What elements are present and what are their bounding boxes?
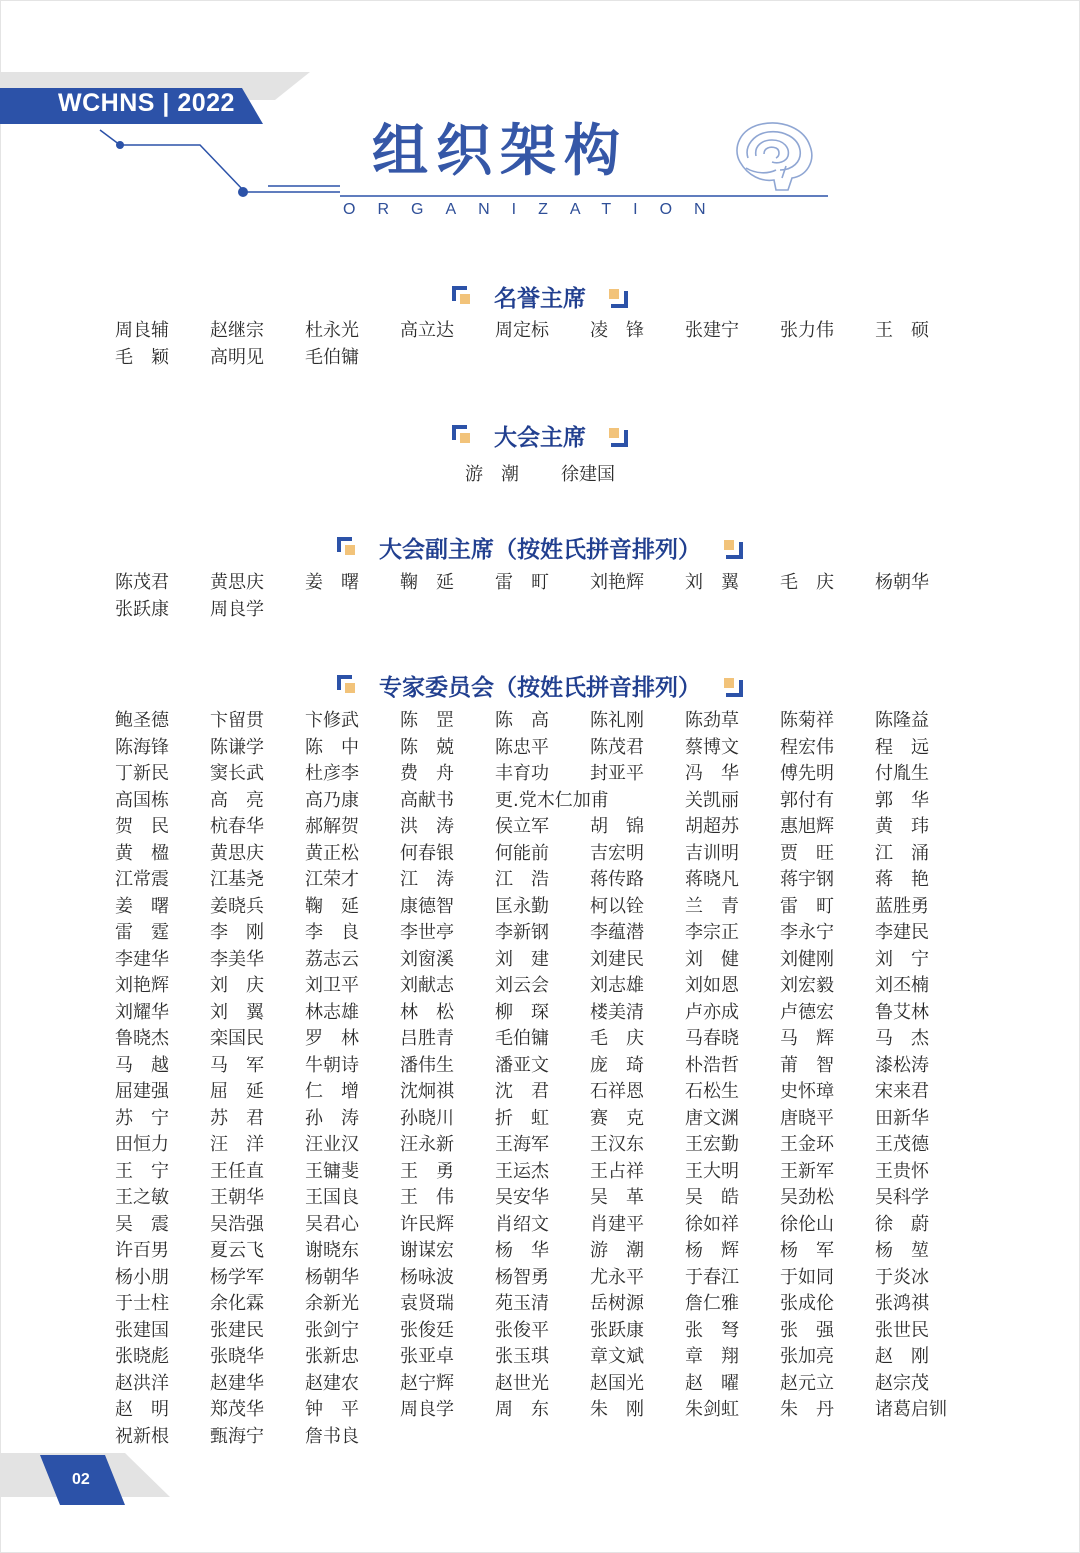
- name: 王朝华: [210, 1187, 264, 1208]
- name: 张跃康: [590, 1319, 644, 1341]
- name: 莆 智: [780, 1054, 834, 1076]
- name: 王贵怀: [875, 1160, 929, 1182]
- name: 毛 庆: [780, 572, 834, 593]
- name: 汪 洋: [210, 1134, 264, 1155]
- name: 杨 辉: [685, 1240, 739, 1261]
- name: 洪 涛: [400, 816, 454, 837]
- name: 关凯丽: [685, 789, 739, 811]
- name: 赵建华: [210, 1372, 264, 1394]
- name: 王大明: [685, 1160, 739, 1182]
- name: 卞留贯: [210, 710, 264, 731]
- name: 徐建国: [561, 464, 615, 485]
- name: 惠旭辉: [780, 816, 834, 837]
- name: 余新光: [305, 1293, 359, 1314]
- name: 雷 町: [780, 895, 834, 917]
- name: 孙 涛: [305, 1107, 359, 1129]
- name: 刘 健: [685, 948, 739, 970]
- name: 牛朝诗: [305, 1054, 359, 1076]
- name: 谢晓东: [305, 1240, 359, 1261]
- name: 吴劲松: [780, 1187, 834, 1208]
- name: 沈 君: [495, 1081, 549, 1102]
- name: 张 弩: [685, 1319, 739, 1341]
- name: 周 东: [495, 1399, 549, 1420]
- name: 于士柱: [115, 1293, 169, 1314]
- name: 吴科学: [875, 1187, 929, 1208]
- name: 李建民: [875, 922, 929, 943]
- name: 徐伦山: [780, 1213, 834, 1235]
- name: 李新钢: [495, 922, 549, 943]
- name: 王镛斐: [305, 1160, 359, 1182]
- name: 陈 中: [305, 736, 359, 758]
- name: 于炎冰: [875, 1266, 929, 1288]
- name: 兰 青: [685, 895, 739, 917]
- name: 毛 颖: [115, 346, 169, 368]
- name: 吴浩强: [210, 1213, 264, 1235]
- name: 高乃康: [305, 789, 359, 811]
- name: 岳树源: [590, 1293, 644, 1314]
- name: 江基尧: [210, 869, 264, 890]
- name: 肖绍文: [495, 1213, 549, 1235]
- name: 卢亦成: [685, 1001, 739, 1023]
- name: 江 浩: [495, 869, 549, 890]
- name: 李蕴潜: [590, 922, 644, 943]
- name: 林志雄: [305, 1001, 359, 1023]
- name: 李 刚: [210, 922, 264, 943]
- name: 周定标: [495, 320, 549, 341]
- name: 王茂德: [875, 1134, 929, 1155]
- name: 赵洪洋: [115, 1372, 169, 1394]
- name: 王之敏: [115, 1187, 169, 1208]
- name: 刘耀华: [115, 1001, 169, 1023]
- name: 朱 刚: [590, 1399, 644, 1420]
- name: 鞠 延: [305, 895, 359, 917]
- name: 陈隆益: [875, 710, 929, 731]
- name: 张成伦: [780, 1293, 834, 1314]
- name: 吴君心: [305, 1213, 359, 1235]
- name: 张建国: [115, 1319, 169, 1341]
- name: 李 良: [305, 922, 359, 943]
- name: 许民辉: [400, 1213, 454, 1235]
- name: 陈菊祥: [780, 710, 834, 731]
- name: 高 亮: [210, 789, 264, 811]
- name: 罗 林: [305, 1028, 359, 1049]
- name: 张建宁: [685, 320, 739, 341]
- name: 张跃康: [115, 598, 169, 620]
- name: 王 勇: [400, 1160, 454, 1182]
- name: 苏 宁: [115, 1107, 169, 1129]
- name: 程 远: [875, 736, 929, 758]
- name: 黄 楹: [115, 842, 169, 864]
- section-heading-honorary: [0, 280, 1080, 313]
- name: 袁贤瑞: [400, 1293, 454, 1314]
- name: 江荣才: [305, 869, 359, 890]
- name: 陈劲草: [685, 710, 739, 731]
- corner-mark-icon: [337, 675, 359, 697]
- name: 刘献志: [400, 975, 454, 996]
- name: 许百男: [115, 1240, 169, 1261]
- name: 游 潮: [465, 464, 519, 485]
- name: 黄 玮: [875, 816, 929, 837]
- section-heading-chair: [0, 419, 1080, 452]
- name: 杨 堃: [875, 1240, 929, 1261]
- name: 尤永平: [590, 1266, 644, 1288]
- name: 侯立军: [495, 816, 549, 837]
- name: 孙晓川: [400, 1107, 454, 1129]
- name: 雷 町: [495, 572, 549, 593]
- name: 王金环: [780, 1134, 834, 1155]
- name: 张晓华: [210, 1346, 264, 1367]
- name: 田恒力: [115, 1134, 169, 1155]
- name: 杨智勇: [495, 1266, 549, 1288]
- name: 张晓彪: [115, 1346, 169, 1367]
- name: 刘艳辉: [590, 572, 644, 593]
- name: 傅先明: [780, 763, 834, 784]
- name: 鲁艾林: [875, 1001, 929, 1023]
- name: 王占祥: [590, 1160, 644, 1182]
- name: 李永宁: [780, 922, 834, 943]
- section-title: 大会副主席（按姓氏拼音排列）: [379, 537, 701, 563]
- name: 祝新根: [115, 1425, 169, 1447]
- name: 沈炯祺: [400, 1081, 454, 1102]
- name: 朴浩哲: [685, 1054, 739, 1076]
- name: 刘 庆: [210, 975, 264, 996]
- name: 朱剑虹: [685, 1399, 739, 1420]
- name: 苑玉清: [495, 1293, 549, 1314]
- name: 汪业汉: [305, 1134, 359, 1155]
- name: 杭春华: [210, 816, 264, 837]
- name: 赵 刚: [875, 1346, 929, 1367]
- name: 夏云飞: [210, 1240, 264, 1261]
- name: 付胤生: [875, 763, 929, 784]
- name: 王宏勤: [685, 1134, 739, 1155]
- name: 朱 丹: [780, 1399, 834, 1420]
- name: 王汉东: [590, 1134, 644, 1155]
- name: 张俊廷: [400, 1319, 454, 1341]
- name: 杨 华: [495, 1240, 549, 1261]
- name: 陈礼刚: [590, 710, 644, 731]
- name: 刘 建: [495, 948, 549, 970]
- name: 黄思庆: [210, 842, 264, 864]
- name: 唐文渊: [685, 1107, 739, 1129]
- name: 马 越: [115, 1054, 169, 1076]
- section-title: 名誉主席: [494, 286, 586, 312]
- name: 陈忠平: [495, 736, 549, 758]
- name: 杜永光: [305, 320, 359, 341]
- name: 胡 锦: [590, 816, 644, 837]
- name: 康德智: [400, 895, 454, 917]
- name: 蒋宇钢: [780, 869, 834, 890]
- name: 赵 明: [115, 1399, 169, 1420]
- name: 蓝胜勇: [875, 895, 929, 917]
- name: 詹书良: [305, 1425, 359, 1447]
- section-heading-expert: [0, 669, 1080, 702]
- name: 毛伯镛: [305, 346, 359, 368]
- name: 吴安华: [495, 1187, 549, 1208]
- name: 高立达: [400, 320, 454, 341]
- name: 马 杰: [875, 1028, 929, 1049]
- name: 刘宏毅: [780, 975, 834, 996]
- name: 陈茂君: [590, 736, 644, 758]
- name: 吕胜青: [400, 1028, 454, 1049]
- name: 赵 曜: [685, 1372, 739, 1394]
- name: 刘卫平: [305, 975, 359, 996]
- name: 刘艳辉: [115, 975, 169, 996]
- name: 杨朝华: [875, 572, 929, 593]
- name: 刘窗溪: [400, 948, 454, 970]
- name: 周良辅: [115, 320, 169, 341]
- name: 蔡博文: [685, 736, 739, 758]
- name: 刘建民: [590, 948, 644, 970]
- vice-chair-list: [115, 572, 970, 620]
- name: 郭付有: [780, 789, 834, 811]
- name: 张力伟: [780, 320, 834, 341]
- corner-mark-icon: [452, 286, 474, 308]
- name: 赵建农: [305, 1372, 359, 1394]
- name: 毛 庆: [590, 1028, 644, 1049]
- name: 张鸿祺: [875, 1293, 929, 1314]
- name: 甄海宁: [210, 1425, 264, 1447]
- name: 杨咏波: [400, 1266, 454, 1288]
- corner-mark-icon: [337, 537, 359, 559]
- name: 蒋晓凡: [685, 869, 739, 890]
- name: 余化霖: [210, 1293, 264, 1314]
- name: 王海军: [495, 1134, 549, 1155]
- page-number: 02: [72, 1471, 90, 1488]
- name: 鲍圣德: [115, 710, 169, 731]
- name: 姜晓兵: [210, 895, 264, 917]
- name: 马春晓: [685, 1028, 739, 1049]
- name: 高明见: [210, 346, 264, 368]
- name: 胡超苏: [685, 816, 739, 837]
- name: 江 涌: [875, 842, 929, 864]
- name: 蒋 艳: [875, 869, 929, 890]
- name: 苏 君: [210, 1107, 264, 1129]
- name: 王新军: [780, 1160, 834, 1182]
- name: 吴 革: [590, 1187, 644, 1208]
- name: 楼美清: [590, 1001, 644, 1023]
- name: 李世亭: [400, 922, 454, 943]
- name: 陈茂君: [115, 572, 169, 593]
- name: 鲁晓杰: [115, 1028, 169, 1049]
- name: 刘健刚: [780, 948, 834, 970]
- name: 郑茂华: [210, 1399, 264, 1420]
- corner-mark-icon: [606, 286, 628, 308]
- name: 陈谦学: [210, 736, 264, 758]
- name: 仁 增: [305, 1081, 359, 1102]
- name: 何春银: [400, 842, 454, 864]
- name: 更.党木仁加甫: [495, 789, 609, 811]
- name: 周良学: [210, 598, 264, 620]
- name: 马 辉: [780, 1028, 834, 1049]
- name: 于春江: [685, 1266, 739, 1288]
- name: 陈 罡: [400, 710, 454, 731]
- name: 赵元立: [780, 1372, 834, 1394]
- name: 杜彦李: [305, 763, 359, 784]
- name: 窦长武: [210, 763, 264, 784]
- name: 姜 曙: [115, 895, 169, 917]
- brain-icon: [726, 118, 818, 196]
- name: 唐晓平: [780, 1107, 834, 1129]
- name: 诸葛启钏: [875, 1399, 947, 1420]
- section-title: 大会主席: [494, 425, 586, 451]
- name: 何能前: [495, 842, 549, 864]
- name: 郝解贺: [305, 816, 359, 837]
- name: 王 硕: [875, 320, 929, 341]
- name: 卢德宏: [780, 1001, 834, 1023]
- name: 郭 华: [875, 789, 929, 811]
- name: 王 宁: [115, 1160, 169, 1182]
- name: 蒋传路: [590, 869, 644, 890]
- name: 詹仁雅: [685, 1293, 739, 1314]
- name: 贾 旺: [780, 842, 834, 864]
- name: 杨小朋: [115, 1266, 169, 1288]
- event-banner-text: WCHNS | 2022: [58, 89, 235, 117]
- name: 李美华: [210, 948, 264, 970]
- name: 折 虹: [495, 1107, 549, 1129]
- name: 丁新民: [115, 763, 169, 784]
- name: 柳 琛: [495, 1001, 549, 1023]
- name: 高国栋: [115, 789, 169, 811]
- name: [590, 790, 685, 812]
- honorary-chair-list: [115, 320, 970, 368]
- name: 张新忠: [305, 1346, 359, 1367]
- name: 黄正松: [305, 842, 359, 864]
- name: 陈海锋: [115, 736, 169, 758]
- name: 赛 克: [590, 1107, 644, 1129]
- name: 赵国光: [590, 1372, 644, 1394]
- name: 雷 霆: [115, 922, 169, 943]
- page-title: 组织架构: [372, 119, 628, 184]
- name: 潘亚文: [495, 1054, 549, 1076]
- corner-mark-icon: [606, 425, 628, 447]
- name: 张建民: [210, 1319, 264, 1341]
- name: 赵世光: [495, 1372, 549, 1394]
- name: 钟 平: [305, 1399, 359, 1420]
- name: 匡永勤: [495, 895, 549, 917]
- name: 张世民: [875, 1319, 929, 1341]
- name: 马 军: [210, 1054, 264, 1076]
- name: 章 翔: [685, 1346, 739, 1367]
- section-heading-vice-chair: [0, 531, 1080, 564]
- name: 王 伟: [400, 1187, 454, 1208]
- name: 杨 军: [780, 1240, 834, 1261]
- name: 刘 翼: [210, 1001, 264, 1023]
- name: 肖建平: [590, 1213, 644, 1235]
- name: 刘 翼: [685, 572, 739, 593]
- name: 张玉琪: [495, 1346, 549, 1367]
- name: 李宗正: [685, 922, 739, 943]
- corner-mark-icon: [452, 425, 474, 447]
- name: 王运杰: [495, 1160, 549, 1182]
- name: 潘伟生: [400, 1054, 454, 1076]
- name: 毛伯镛: [495, 1028, 549, 1049]
- name: 吉宏明: [590, 842, 644, 864]
- name: 游 潮: [590, 1240, 644, 1261]
- chair-list: [0, 460, 1080, 486]
- name: 刘丕楠: [875, 975, 929, 996]
- name: 刘志雄: [590, 975, 644, 996]
- name: 张加亮: [780, 1346, 834, 1367]
- name: 石祥恩: [590, 1081, 644, 1102]
- name: 卞修武: [305, 710, 359, 731]
- name: 石松生: [685, 1081, 739, 1102]
- name: 陈 高: [495, 710, 549, 731]
- name: 杨朝华: [305, 1266, 359, 1288]
- name: 漆松涛: [875, 1054, 929, 1076]
- name: 谢谋宏: [400, 1240, 454, 1261]
- name: 姜 曙: [305, 572, 359, 593]
- name: 鞠 延: [400, 572, 454, 593]
- name: 于如同: [780, 1266, 834, 1288]
- name: 张俊平: [495, 1319, 549, 1341]
- name: 费 舟: [400, 763, 454, 784]
- name: 屈建强: [115, 1081, 169, 1102]
- expert-committee-list: [115, 710, 970, 1447]
- page-subtitle: ORGANIZATION: [343, 201, 728, 218]
- name: 封亚平: [590, 763, 644, 784]
- name: 王任直: [210, 1160, 264, 1182]
- name: 张剑宁: [305, 1319, 359, 1341]
- name: 陈 兢: [400, 736, 454, 758]
- name: 庞 琦: [590, 1054, 644, 1076]
- name: 杨学军: [210, 1266, 264, 1288]
- name: 刘云会: [495, 975, 549, 996]
- name: 冯 华: [685, 763, 739, 784]
- name: 高献书: [400, 789, 454, 811]
- name: 江 涛: [400, 869, 454, 890]
- name: 徐 蔚: [875, 1213, 929, 1235]
- name: 栾国民: [210, 1028, 264, 1049]
- name: 吴 皓: [685, 1187, 739, 1208]
- name: 吴 震: [115, 1213, 169, 1235]
- name: 徐如祥: [685, 1213, 739, 1235]
- name: 李建华: [115, 948, 169, 970]
- name: 柯以铨: [590, 895, 644, 917]
- name: 荔志云: [305, 948, 359, 970]
- name: 宋来君: [875, 1081, 929, 1102]
- name: 吉训明: [685, 842, 739, 864]
- name: 屈 延: [210, 1081, 264, 1102]
- name: 张 强: [780, 1319, 834, 1341]
- name: 王国良: [305, 1187, 359, 1208]
- corner-mark-icon: [721, 675, 743, 697]
- name: 江常震: [115, 869, 169, 890]
- name: 汪永新: [400, 1134, 454, 1155]
- section-title: 专家委员会（按姓氏拼音排列）: [379, 675, 701, 701]
- name: 贺 民: [115, 816, 169, 837]
- name: 田新华: [875, 1107, 929, 1129]
- name: 张亚卓: [400, 1346, 454, 1367]
- name: 赵继宗: [210, 320, 264, 341]
- corner-mark-icon: [721, 537, 743, 559]
- name: 史怀璋: [780, 1081, 834, 1102]
- name: 赵宗茂: [875, 1372, 929, 1394]
- name: 章文斌: [590, 1346, 644, 1367]
- name: 凌 锋: [590, 320, 644, 341]
- name: 林 松: [400, 1001, 454, 1023]
- name: 丰育功: [495, 763, 549, 784]
- name: 刘如恩: [685, 975, 739, 996]
- name: 刘 宁: [875, 948, 929, 970]
- name: 赵宁辉: [400, 1372, 454, 1394]
- name: 程宏伟: [780, 736, 834, 758]
- name: 周良学: [400, 1399, 454, 1420]
- name: 黄思庆: [210, 572, 264, 593]
